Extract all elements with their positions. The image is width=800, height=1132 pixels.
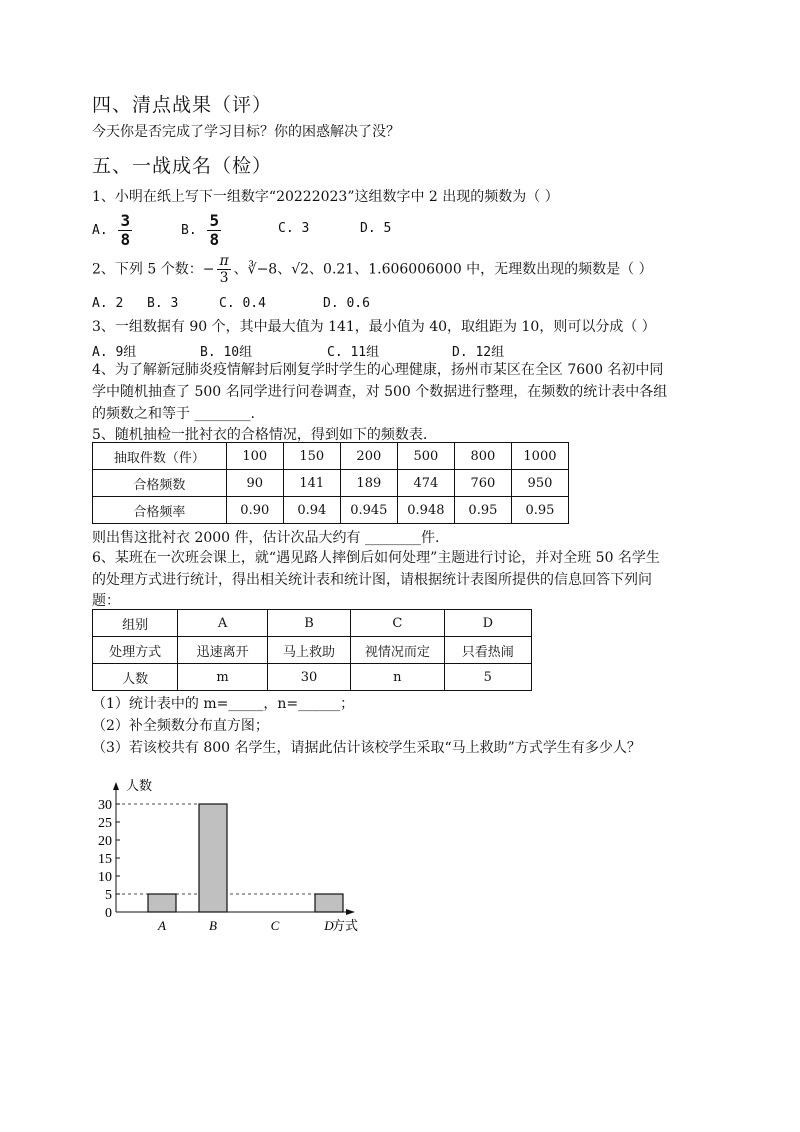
y-tick-label: 20 [98,834,112,849]
q1-option-a: A. $\frac{3}{8}$ [92,211,131,249]
q1-a-fraction: $\frac{3}{8}$ [120,211,131,249]
y-axis-arrow [113,782,119,790]
table-row [93,664,532,691]
table-cell: 200 [340,443,397,470]
table-row [93,610,532,637]
y-tick-label: 30 [98,798,112,813]
q2-option-b: B. 3 [147,296,179,311]
table-cell: 人数 [93,664,178,691]
q1-text: 1、小明在纸上写下一组数字“20222023”这组数字中 2 出现的频数为（ ） [92,189,559,205]
table-cell: 0.948 [397,497,454,524]
y-axis-label: 人数 [126,778,153,793]
table-cell: 189 [340,470,397,497]
table-cell: 1000 [511,443,568,470]
table-cell: 150 [283,443,340,470]
table-cell: 30 [267,664,350,691]
q6-statistics-table [92,609,532,691]
table-cell: n [351,664,444,691]
y-tick-label: 5 [105,888,112,903]
table-cell: 5 [444,664,531,691]
q4-line-2: 学中随机抽查了 500 名同学进行问卷调查，对 500 个数据进行整理，在频数的统计表中各组 [92,384,668,400]
section-four-title: 四、清点战果（评） [92,94,273,116]
q1-b-fraction: $\frac{5}{8}$ [209,211,220,249]
table-cell: m [178,664,267,691]
q2-pi-fraction: $\frac{\pi}{3}$ [219,253,229,286]
q1-option-d: D. 5 [360,221,392,236]
q3-option-b: B. 10组 [200,345,253,360]
q2-option-c: C. 0.4 [219,296,266,311]
x-tick-label: C [270,918,280,933]
q5-after-text: 则出售这批衬衣 2000 件，估计次品大约有 ________件. [92,530,440,546]
table-row [93,470,569,497]
bar [199,804,227,912]
q1-option-b: B. $\frac{5}{8}$ [181,211,220,249]
q6-sub-1: （1）统计表中的 m=_____，n=______； [92,696,355,712]
table-cell: 合格频数 [93,470,227,497]
table-cell: 950 [511,470,568,497]
q2-text: 2、下列 5 个数：− $\frac{\pi}{3}$ 、∛−8、√2、0.21、1.606006000 中，无理数出现的频数是（ ） [92,253,653,286]
table-cell: 100 [226,443,283,470]
x-axis-arrow [346,909,355,915]
table-cell: 只看热闹 [444,637,531,664]
q6-sub-2: （2）补全频数分布直方图； [92,718,269,734]
table-cell: 处理方式 [93,637,178,664]
q5-frequency-table [92,442,569,524]
q3-text: 3、一组数据有 90 个，其中最大值为 141，最小值为 40，取组距为 10，则可以分成（ ） [92,319,656,335]
table-cell: 迅速离开 [178,637,267,664]
q6-sub-3: （3）若该校共有 800 名学生，请据此估计该校学生采取“马上救助”方式学生有多少人？ [92,740,641,756]
table-cell: 0.95 [511,497,568,524]
y-tick-label: 15 [98,852,112,867]
table-row [93,443,569,470]
x-axis-label: 方式 [332,918,359,933]
table-cell: 马上救助 [267,637,350,664]
section-four-text: 今天你是否完成了学习目标？你的困惑解决了没？ [92,124,400,140]
table-row [93,497,569,524]
table-cell: 组别 [93,610,178,637]
y-tick-label: 25 [98,816,112,831]
table-cell: 合格频率 [93,497,227,524]
table-cell: C [351,610,444,637]
q2-option-d: D. 0.6 [323,296,370,311]
q4-line-3: 的频数之和等于 ________. [92,406,255,422]
q5-text: 5、随机抽检一批衬衣的合格情况，得到如下的频数表. [92,427,428,443]
y-tick-label: 0 [105,906,112,921]
table-cell: 0.90 [226,497,283,524]
table-cell: B [267,610,350,637]
table-cell: D [444,610,531,637]
q2-option-a: A. 2 [92,296,124,311]
table-cell: 474 [397,470,454,497]
table-cell: 0.95 [454,497,511,524]
q6-line-3: 题： [92,593,120,609]
table-cell: A [178,610,267,637]
table-cell: 0.945 [340,497,397,524]
q6-line-2: 的处理方式进行统计，得出相关统计表和统计图，请根据统计表图所提供的信息回答下列问 [92,572,652,588]
q6-line-1: 6、某班在一次班会课上，就“遇见路人摔倒后如何处理”主题进行讨论，并对全班 50 名学生 [92,550,660,566]
x-tick-label: B [209,918,217,933]
y-tick-label: 10 [98,870,112,885]
table-cell: 90 [226,470,283,497]
q3-option-c: C. 11组 [327,345,380,360]
table-row [93,637,532,664]
bar [315,894,343,912]
q4-line-1: 4、为了解新冠肺炎疫情解封后刚复学时学生的心理健康，扬州市某区在全区 7600 名初中同 [92,362,664,378]
q3-option-d: D. 12组 [452,345,505,360]
table-cell: 0.94 [283,497,340,524]
histogram-chart [84,776,374,936]
table-cell: 抽取件数（件） [93,443,227,470]
q3-option-a: A. 9组 [92,345,137,360]
bar [148,894,176,912]
x-tick-label: D [324,918,334,933]
table-cell: 视情况而定 [351,637,444,664]
q1-option-c: C. 3 [278,221,310,236]
section-five-title: 五、一战成名（检） [92,155,273,177]
table-cell: 141 [283,470,340,497]
table-cell: 800 [454,443,511,470]
table-cell: 760 [454,470,511,497]
table-cell: 500 [397,443,454,470]
x-tick-label: A [158,918,166,933]
